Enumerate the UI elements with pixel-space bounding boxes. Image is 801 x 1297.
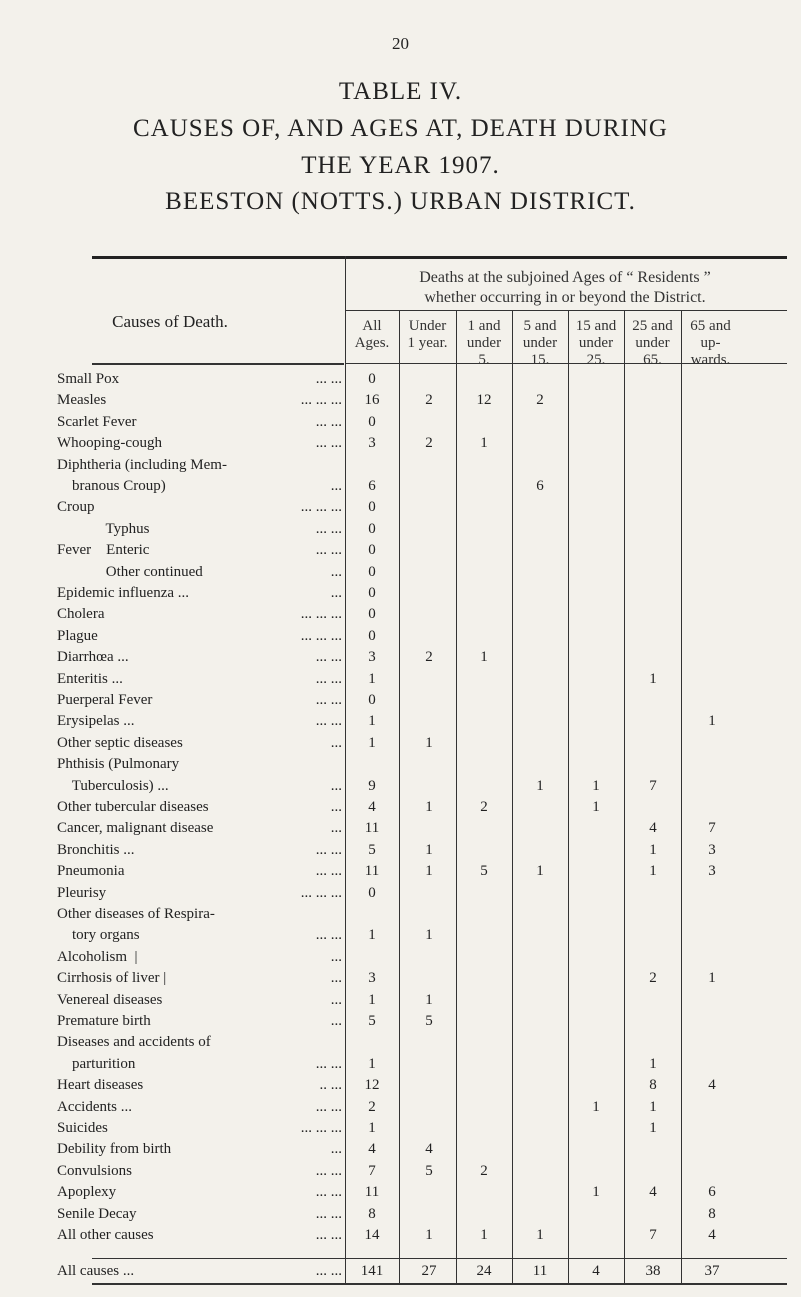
leader-dots: ... (330, 991, 342, 1008)
cell-value: 37 (704, 1263, 720, 1279)
leader-dots: ... (330, 820, 342, 837)
column-header-1 (345, 318, 399, 352)
cell-value: 1 (425, 863, 433, 880)
table-row (0, 1077, 801, 1093)
table-row (0, 713, 801, 729)
main-header (345, 268, 785, 308)
cause-label: Suicides (57, 1120, 108, 1136)
column-header-7 (681, 318, 740, 369)
cell-value: 8 (708, 1205, 716, 1222)
leader-dots: ... ... (315, 1184, 342, 1201)
column-header-line: Under (408, 318, 447, 334)
top-rule (92, 256, 787, 259)
cause-label: Heart diseases (57, 1077, 144, 1094)
cause-label: Diseases and accidents of (57, 1034, 211, 1051)
cell-value: 12 (364, 1077, 380, 1094)
cause-label: Senile Decay (57, 1205, 137, 1222)
table-row (0, 457, 801, 473)
column-header-line: under (635, 335, 670, 351)
cell-value: 2 (480, 1162, 488, 1179)
table-row (0, 1163, 801, 1179)
leader-dots: ... ... (315, 1227, 342, 1243)
cell-value: 6 (536, 478, 544, 494)
leader-dots: ... ... (315, 841, 342, 858)
cell-value: 0 (368, 371, 376, 387)
cell-value: 5 (368, 841, 376, 858)
cause-label: Other tubercular diseases (57, 799, 209, 815)
column-header-line: 5. (478, 352, 490, 368)
cell-value: 4 (368, 799, 376, 815)
cause-label: Venereal diseases (57, 991, 163, 1008)
table-row (0, 1056, 801, 1072)
table-row (0, 885, 801, 901)
table-row (0, 927, 801, 943)
cell-value: 1 (649, 1055, 657, 1072)
leader-dots: ... ... (315, 1263, 342, 1279)
cell-value: 3 (368, 649, 376, 666)
cell-value: 7 (649, 1227, 657, 1243)
column-header-5 (568, 318, 624, 369)
column-header-line: 65. (643, 352, 662, 368)
cell-value: 1 (592, 799, 600, 815)
leader-dots: ... (330, 777, 342, 794)
column-header-line: 15 and (575, 318, 617, 334)
cell-value: 7 (368, 1162, 376, 1179)
cause-label: Epidemic influenza ... (57, 585, 190, 601)
cell-value: 1 (425, 927, 433, 944)
title-line-2: CAUSES OF, AND AGES AT, DEATH DURING (133, 115, 668, 142)
cell-value: 1 (649, 841, 657, 858)
cell-value: 1 (592, 1184, 600, 1201)
cell-value: 0 (368, 627, 376, 644)
cell-value: 1 (592, 1098, 600, 1115)
cell-value: 1 (649, 1098, 657, 1115)
total-top-rule (92, 1258, 787, 1259)
cause-label: parturition (57, 1055, 136, 1072)
cell-value: 5 (368, 1013, 376, 1029)
table-row (0, 1034, 801, 1050)
cell-value: 6 (708, 1184, 716, 1201)
table-row (0, 542, 801, 558)
leader-dots: ... ... (315, 692, 342, 708)
page-number: 20 (392, 34, 409, 53)
cell-value: 0 (368, 606, 376, 623)
cause-label: Accidents ... (57, 1098, 132, 1115)
cell-value: 1 (425, 799, 433, 815)
table-row (0, 606, 801, 622)
cell-value: 16 (364, 392, 380, 409)
cause-label: Cholera (57, 606, 105, 623)
cell-value: 0 (368, 884, 376, 901)
table-row (0, 1206, 801, 1222)
cause-label: Small Pox (57, 371, 120, 387)
cause-label: Enteritis ... (57, 670, 123, 687)
cell-value: 1 (536, 1227, 544, 1243)
leader-dots: ... ... (315, 1162, 342, 1179)
cause-label: Other diseases of Respira- (57, 906, 215, 922)
cell-value: 1 (368, 991, 376, 1008)
cause-label: Typhus (57, 520, 150, 537)
cause-label: Bronchitis ... (57, 841, 135, 858)
cell-value: 4 (425, 1141, 433, 1158)
cell-value: 8 (649, 1077, 657, 1094)
column-header-line: 25. (586, 352, 606, 368)
column-header-3 (456, 318, 512, 369)
table-row (0, 906, 801, 922)
leader-dots: ... ... (315, 649, 342, 666)
leader-dots: ... ... (315, 927, 342, 944)
column-header-line: All (362, 318, 382, 334)
header-subrule (345, 310, 787, 311)
cell-value: 1 (708, 713, 716, 730)
cell-value: 3 (368, 435, 376, 452)
cause-label: Phthisis (Pulmonary (57, 756, 180, 773)
cell-value: 0 (368, 499, 376, 516)
cell-value: 3 (708, 863, 716, 880)
table-row (0, 992, 801, 1008)
cell-value: 141 (360, 1263, 384, 1279)
column-header-line: 65 and (690, 318, 731, 334)
leader-dots: ... (330, 478, 342, 494)
column-header-line: 5 and (523, 318, 557, 334)
cell-value: 4 (649, 1184, 657, 1201)
cell-value: 1 (368, 734, 376, 751)
cell-value: 1 (368, 670, 376, 687)
cell-value: 27 (421, 1263, 437, 1279)
main-header-line-2: whether occurring in or beyond the District. (424, 289, 706, 306)
cell-value: 0 (368, 585, 376, 601)
cause-label: Whooping-cough (57, 435, 162, 452)
cell-value: 6 (368, 478, 376, 494)
cause-label: tory organs (57, 927, 140, 944)
cell-value: 5 (425, 1013, 433, 1029)
cell-value: 7 (708, 820, 716, 837)
leader-dots: .. ... (319, 1077, 342, 1094)
leader-dots: ... (330, 563, 342, 580)
column-header-line: under (466, 335, 502, 351)
cell-value: 14 (364, 1227, 380, 1243)
table-row (0, 499, 801, 515)
leader-dots: ... ... (315, 435, 342, 452)
cell-value: 1 (368, 713, 376, 730)
causes-header: Causes of Death. (112, 312, 228, 331)
column-header-line: 15. (530, 352, 550, 368)
leader-dots: ... ... (315, 713, 342, 730)
cause-label: Plague (57, 627, 98, 644)
cell-value: 1 (425, 841, 433, 858)
table-row (0, 692, 801, 708)
table-row (0, 521, 801, 537)
cell-value: 3 (708, 841, 716, 858)
cell-value: 5 (480, 863, 488, 880)
table-row (0, 799, 801, 815)
leader-dots: ... ... (315, 1098, 342, 1115)
table-row (0, 649, 801, 665)
cell-value: 9 (368, 777, 376, 794)
cell-value: 4 (708, 1077, 716, 1094)
column-header-2 (399, 318, 456, 352)
cell-value: 1 (649, 863, 657, 880)
bottom-rule (92, 1283, 787, 1285)
table-row (0, 863, 801, 879)
cell-value: 1 (592, 777, 600, 794)
cell-value: 8 (368, 1205, 376, 1222)
cell-value: 38 (645, 1263, 661, 1279)
leader-dots: ... ... (315, 863, 342, 880)
leader-dots: ... (330, 799, 342, 815)
leader-dots: ... ... (315, 670, 342, 687)
table-row (0, 778, 801, 794)
column-header-line: 25 and (632, 318, 673, 334)
cell-value: 7 (649, 777, 657, 794)
title-line-4: BEESTON (NOTTS.) URBAN DISTRICT. (165, 188, 636, 215)
title-line-3: THE YEAR 1907. (301, 152, 500, 179)
table-row (0, 414, 801, 430)
cell-value: 1 (368, 927, 376, 944)
cell-value: 11 (364, 820, 380, 837)
cause-label: branous Croup) (57, 478, 166, 494)
cause-label: Diarrhœa ... (57, 649, 129, 666)
cell-value: 1 (480, 435, 488, 452)
cell-value: 4 (708, 1227, 716, 1243)
leader-dots: ... (330, 1141, 342, 1158)
table-row (0, 1099, 801, 1115)
leader-dots: ... ... (315, 520, 342, 537)
leader-dots: ... ... ... (300, 884, 342, 901)
table-row (0, 1120, 801, 1136)
cell-value: 24 (476, 1263, 492, 1279)
cell-value: 0 (368, 520, 376, 537)
cell-value: 1 (425, 734, 433, 751)
cell-value: 0 (368, 413, 376, 430)
cell-value: 2 (649, 970, 657, 987)
table-row (0, 842, 801, 858)
cause-label: Other continued (57, 563, 203, 580)
leader-dots: ... (330, 948, 342, 965)
column-header-line: under (522, 335, 558, 351)
table-row (0, 371, 801, 387)
cause-label: All causes ... (57, 1263, 135, 1279)
cell-value: 1 (368, 1120, 376, 1136)
column-header-line: wards. (690, 352, 731, 368)
cell-value: 4 (368, 1141, 376, 1158)
cell-value: 12 (476, 392, 492, 409)
table-row (0, 1141, 801, 1157)
cause-label: Diphtheria (including Mem- (57, 456, 227, 473)
table-row (0, 820, 801, 836)
cause-label: Measles (57, 392, 107, 409)
leader-dots: ... (330, 585, 342, 601)
cell-value: 2 (536, 392, 544, 409)
leader-dots: ... ... (315, 1205, 342, 1222)
cell-value: 3 (368, 970, 376, 987)
cell-value: 4 (649, 820, 657, 837)
cause-label: All other causes (57, 1227, 154, 1243)
table-row (0, 1013, 801, 1029)
cause-label: Alcoholism | (57, 948, 138, 965)
column-header-line: 1 year. (407, 335, 448, 351)
cell-value: 2 (425, 649, 433, 666)
cell-value: 5 (425, 1162, 433, 1179)
cell-value: 1 (649, 1120, 657, 1136)
cause-label: Cancer, malignant disease (57, 820, 214, 837)
cell-value: 0 (368, 692, 376, 708)
cell-value: 0 (368, 542, 376, 559)
table-row (0, 949, 801, 965)
cell-value: 1 (649, 670, 657, 687)
leader-dots: ... ... (315, 371, 342, 387)
cell-value: 1 (536, 863, 544, 880)
column-header-line: under (578, 335, 614, 351)
cell-value: 1 (425, 1227, 433, 1243)
leader-dots: ... ... ... (300, 499, 342, 516)
leader-dots: ... (330, 970, 342, 987)
cause-label: Apoplexy (57, 1184, 117, 1201)
leader-dots: ... ... ... (300, 1120, 342, 1136)
cell-value: 1 (480, 1227, 488, 1243)
table-row (0, 478, 801, 494)
table-row (0, 735, 801, 751)
causes-header-rule (92, 363, 344, 365)
cause-label: Other septic diseases (57, 734, 183, 751)
cause-label: Erysipelas ... (57, 713, 135, 730)
cause-label: Cirrhosis of liver | (57, 970, 167, 987)
cause-label: Convulsions (57, 1162, 133, 1179)
cause-label: Tuberculosis) ... (57, 777, 169, 794)
column-header-line: Ages. (354, 335, 390, 351)
leader-dots: ... ... ... (300, 392, 342, 409)
cell-value: 1 (536, 777, 544, 794)
cell-value: 1 (708, 970, 716, 987)
leader-dots: ... ... ... (300, 606, 342, 623)
column-header-6 (624, 318, 681, 369)
table-row (0, 392, 801, 408)
column-header-line: 1 and (467, 318, 501, 334)
table-row (0, 585, 801, 601)
column-header-4 (512, 318, 568, 369)
cause-label: Croup (57, 499, 95, 516)
cell-value: 11 (532, 1263, 548, 1279)
cause-label: Pleurisy (57, 884, 107, 901)
table-row (0, 756, 801, 772)
cause-label: Debility from birth (57, 1141, 172, 1158)
table-row (0, 1227, 801, 1243)
leader-dots: ... (330, 1013, 342, 1029)
leader-dots: ... ... (315, 542, 342, 559)
cell-value: 4 (592, 1263, 600, 1279)
cell-value: 2 (425, 392, 433, 409)
cause-label: Pneumonia (57, 863, 125, 880)
table-title: TABLE IV. (338, 78, 463, 105)
table-row (0, 628, 801, 644)
cause-label: Scarlet Fever (57, 413, 137, 430)
leader-dots: ... ... ... (300, 627, 342, 644)
cause-label: Premature birth (57, 1013, 151, 1029)
table-row (0, 671, 801, 687)
leader-dots: ... ... (315, 1055, 342, 1072)
total-row (0, 1263, 801, 1279)
cause-label: Fever Enteric (57, 542, 150, 559)
main-header-line-1: Deaths at the subjoined Ages of “ Residents ” (419, 269, 711, 286)
cell-value: 2 (425, 435, 433, 452)
cell-value: 0 (368, 563, 376, 580)
leader-dots: ... ... (315, 413, 342, 430)
cause-label: Puerperal Fever (57, 692, 153, 708)
cell-value: 2 (480, 799, 488, 815)
table-row (0, 435, 801, 451)
cell-value: 1 (425, 991, 433, 1008)
column-header-line: up- (700, 335, 721, 351)
cell-value: 11 (364, 863, 380, 880)
cell-value: 11 (364, 1184, 380, 1201)
table-row (0, 1184, 801, 1200)
table-row (0, 564, 801, 580)
leader-dots: ... (330, 734, 342, 751)
table-row (0, 970, 801, 986)
cell-value: 1 (480, 649, 488, 666)
cell-value: 1 (368, 1055, 376, 1072)
cell-value: 2 (368, 1098, 376, 1115)
